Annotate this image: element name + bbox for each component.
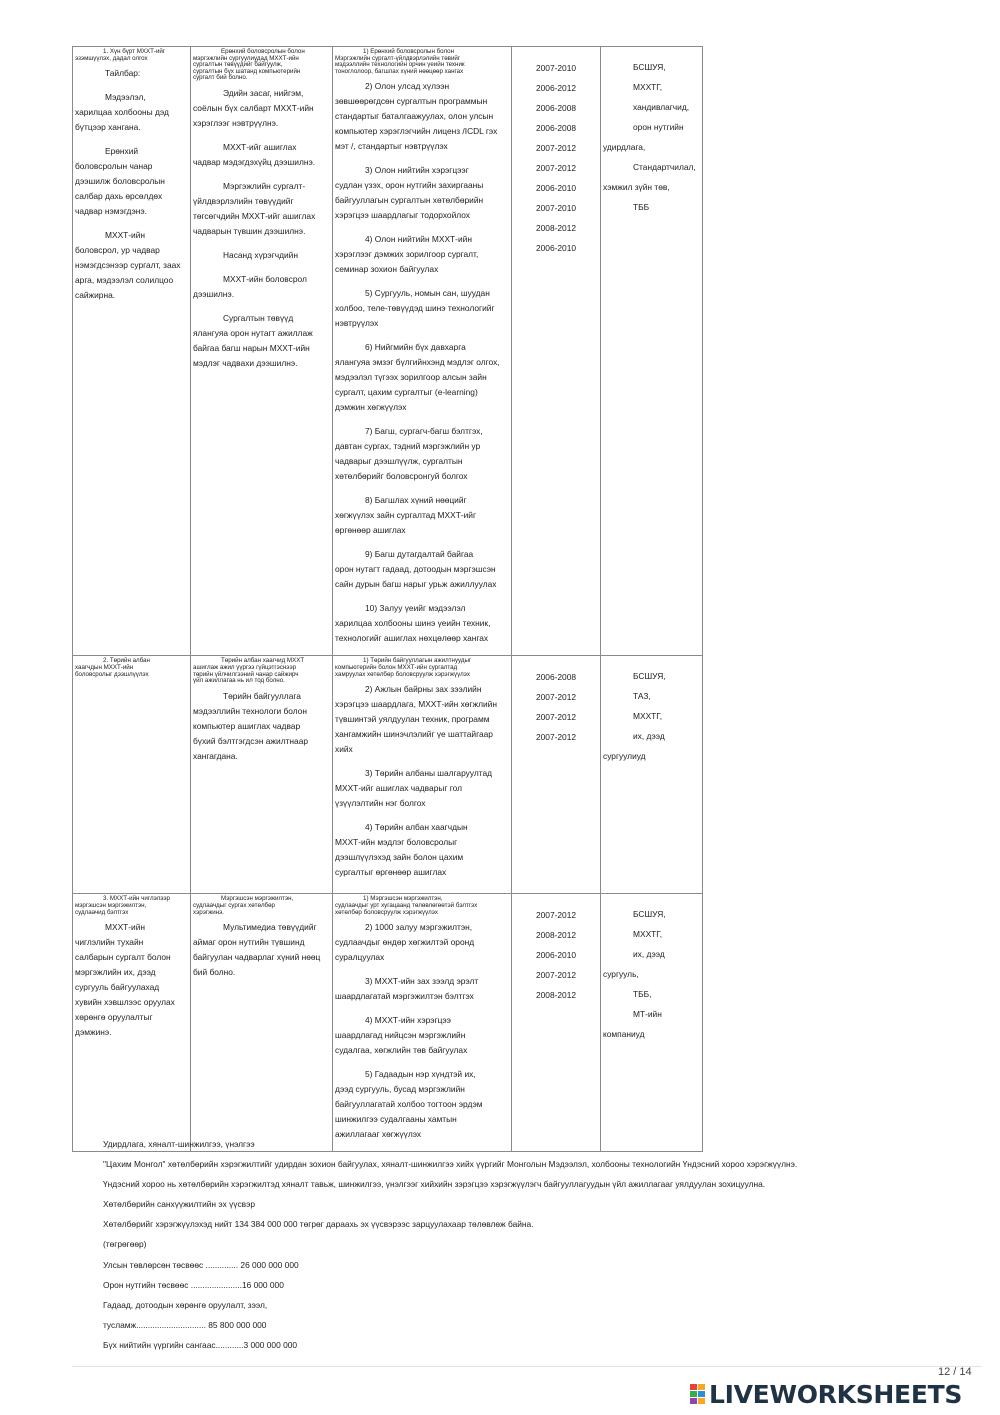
text-line: судлаачдыг сургах хөтөлбөр	[193, 901, 275, 909]
cell-heading	[335, 658, 509, 678]
text-line: чадвар нэмэгдэнэ.	[75, 206, 147, 217]
logo-square	[690, 1391, 697, 1397]
footer-line: Үндэсний хороо нь хөтөлбөрийн хэрэгжилтэд хяналт тавьж, шинжилгээ, үнэлгээг хийхийн зэрэгцээ хэрэгжүүлэгч байгууллагуудын үйл ажиллагааг уялдуулан зохицуулна.	[103, 1179, 766, 1190]
text-line: 1) Төрийн байгууллагын ажилтнуудыг	[363, 657, 472, 665]
action-plan-body	[73, 47, 703, 1152]
text-line: ажиллагааг хөгжүүлэх	[335, 1129, 422, 1140]
cell-heading	[75, 49, 188, 62]
text-line: семинар зохион байгуулах	[335, 264, 439, 275]
text-line: холбоо, теле-төвүүдэд шинэ технологийг	[335, 303, 495, 314]
text-line: боловсролыг дээшлүүлэх	[75, 670, 149, 678]
logo-square	[690, 1398, 697, 1404]
text-line: хэрэгцээ шаардлагыг тодорхойлох	[335, 210, 470, 221]
text-line: мэргэжлийн сургуулиудад МХХТ-ийн	[193, 54, 299, 62]
text-line: хувийн хэвшлээс оруулах	[75, 997, 175, 1008]
text-line: сургалтын төвүүдийг байгуулж,	[193, 61, 283, 69]
text-line: байгаа багш нарын МХХТ-ийн	[193, 342, 310, 353]
text-line: байгууллагын сургалтын хөтөлбөрийн	[335, 195, 484, 206]
footer-line: Гадаад, дотоодын хөрөнгө оруулалт, зээл,	[103, 1299, 268, 1310]
responsible-orgs-cell	[601, 656, 703, 894]
text-line: ялангуяа орон нутагт ажиллаж	[193, 327, 313, 338]
org-name: хэмжил зүйн төв,	[603, 182, 670, 192]
page-divider	[72, 1366, 982, 1367]
cell-paragraph	[335, 424, 509, 484]
cell-paragraph	[75, 920, 188, 1040]
text-line: сургалт, цахим сургалтыг (e-learning)	[335, 387, 478, 398]
cell-paragraph	[75, 66, 188, 81]
text-line: сургалтыг өргөнөөр ашиглах	[335, 867, 447, 878]
text-line: Сургалтын төвүүд	[223, 312, 294, 323]
text-line: 10) Залуу үеийг мэдээлэл	[365, 603, 466, 614]
text-line: хийх	[335, 744, 353, 755]
text-line: шинжилгээ судалгааны хамтын	[335, 1114, 457, 1125]
management-and-funding-text	[103, 1137, 903, 1358]
footer-line: Удирдлага, хяналт-шинжилгээ, үнэлгээ	[103, 1139, 255, 1149]
text-line: судалгаа, хөгжлийн төв байгуулах	[335, 1045, 468, 1056]
date-range: 2008-2012	[535, 223, 577, 233]
text-line: үйлдвэрлэлийн төвүүдийг	[193, 195, 294, 206]
date-range: 2008-2012	[535, 930, 577, 941]
action-plan-table	[72, 46, 703, 1152]
responsible-orgs-cell	[601, 894, 703, 1152]
dates-list	[514, 896, 598, 1003]
text-line: чадварын түвшин дээшилнэ.	[193, 225, 306, 236]
text-line: соёлын бүх салбарт МХХТ-ийн	[193, 102, 314, 113]
text-line: хэрэглээг нэвтрүүлнэ.	[193, 117, 279, 128]
text-line: Мэдээлэл,	[105, 92, 146, 103]
text-line: стандартыг баталгаажуулах, олон улсын	[335, 111, 494, 122]
org-name: ТББ,	[633, 989, 652, 1000]
liveworksheets-logo[interactable]	[690, 1380, 962, 1408]
text-line: үзүүлэлтийн нэг болгох	[335, 798, 426, 809]
text-line: бүтцээр хангана.	[75, 122, 141, 133]
cell-paragraph	[335, 601, 509, 646]
text-line: судлан үзэх, орон нутгийн захиргааны	[335, 180, 484, 191]
text-line: сайн дурын багш нарыг урьж ажиллуулах	[335, 579, 497, 590]
text-line: хэрэгжинэ.	[193, 908, 224, 916]
text-line: дээд сургууль, бусад мэргэжлийн	[335, 1084, 465, 1095]
cell-paragraph	[335, 79, 509, 154]
date-range: 2007-2010	[535, 203, 577, 213]
text-line: чадварыг дээшлүүлж, сургалтын	[335, 456, 463, 467]
text-line: чадвар мэдэгдэхүйц дээшилнэ.	[193, 156, 316, 167]
date-range: 2006-2012	[535, 83, 577, 93]
text-line: Насанд хүрэгчдийн	[223, 249, 298, 260]
date-range: 2006-2010	[535, 183, 577, 193]
footer-line: Хөтөлбөрийн санхүүжилтийн эх үүсвэр	[103, 1199, 256, 1210]
text-line: 3. МХХТ-ийн чиглэлээр	[103, 895, 170, 903]
text-line: 5) Сургууль, номын сан, шуудан	[365, 288, 490, 299]
org-name: МХХТГ,	[633, 711, 663, 722]
text-line: хаагчдын МХХТ-ийн	[75, 663, 134, 671]
org-name: орон нутгийн	[633, 122, 684, 132]
text-line: Мультимедиа төвүүдийг	[223, 922, 317, 933]
table-row	[73, 47, 703, 656]
text-line: 2) 1000 залуу мэргэжилтэн,	[365, 922, 473, 933]
text-line: аймаг орон нутгийн түвшинд	[193, 937, 305, 948]
text-line: эзэмшүүлэх, дадал олгох	[75, 54, 148, 62]
cell-paragraph	[193, 140, 330, 170]
cell-paragraph	[335, 547, 509, 592]
text-line: арга, мэдээлэл солилцоо	[75, 275, 174, 286]
text-line: сайжирна.	[75, 290, 116, 301]
text-line: 4) Олон нийтийн МХХТ-ийн	[365, 234, 472, 245]
cell-paragraph	[193, 272, 330, 302]
cell-paragraph	[75, 228, 188, 303]
text-line: Эдийн засаг, нийгэм,	[223, 87, 304, 98]
goal-cell	[73, 894, 191, 1152]
cell-paragraph	[335, 286, 509, 331]
cell-paragraph	[335, 1067, 509, 1142]
cell-heading	[75, 896, 188, 916]
text-line: судлаачдыг өндөр хөгжилтэй оронд	[335, 937, 475, 948]
text-line: нэвтрүүлэх	[335, 318, 379, 329]
text-line: 4) МХХТ-ийн хэрэгцээ	[365, 1015, 451, 1026]
liveworksheets-logo-icon	[690, 1384, 705, 1404]
cell-heading	[335, 49, 509, 75]
text-line: ялангуяа эмзэг бүлгийнхэнд мэдлэг олгох,	[335, 357, 500, 368]
org-name: сургуулиуд	[603, 751, 646, 762]
text-line: компьютерийн болон МХХТ-ийн сургалтад	[335, 663, 458, 671]
text-line: Мэргэжлийн сургалт-үйлдвэрлэлийн төвийг	[335, 54, 461, 62]
text-line: харилцаа холбооны шинэ үеийн техник,	[335, 618, 491, 629]
cell-paragraph	[335, 766, 509, 811]
text-line: дэмжин хөгжүүлэх	[335, 402, 407, 413]
date-range: 2007-2012	[535, 163, 577, 173]
text-line: хэрэгцээ шаардлага, МХХТ-ийн хөгжлийн	[335, 699, 497, 710]
text-line: байгуулан чадварлаг хүний нөөц	[193, 952, 321, 963]
org-name: БСШУЯ,	[633, 909, 666, 920]
cell-paragraph	[335, 1013, 509, 1058]
goal-cell	[73, 47, 191, 656]
text-line: хөгжүүлэх зайн сургалтад МХХТ-ийг	[335, 510, 477, 521]
text-line: өргөнөөр ашиглах	[335, 525, 406, 536]
cell-paragraph	[335, 340, 509, 415]
date-range: 2007-2012	[535, 970, 577, 981]
text-line: МХХТ-ийн мэдлэг боловсролыг	[335, 837, 458, 848]
org-name: сургууль,	[603, 969, 639, 980]
org-name: МХХТГ,	[633, 929, 663, 940]
cell-paragraph	[193, 248, 330, 263]
text-line: бий болно.	[193, 967, 236, 978]
expected-result-cell	[191, 656, 333, 894]
text-line: сургалт бий болно.	[193, 74, 248, 82]
cell-paragraph	[335, 682, 509, 757]
page-number: 12 / 14	[938, 1366, 972, 1378]
footer-line: Хөтөлбөрийг хэрэгжүүлэхэд нийт 134 384 000 000 төгрөг дараахь эх үүсвэрээс зарцуулахаар төлөвлөж байна.	[103, 1219, 534, 1230]
text-line: судлаачид бэлтгэх	[75, 908, 129, 916]
text-line: Мэргэшсэн мэргэжилтэн,	[221, 895, 294, 903]
date-range: 2007-2010	[535, 63, 577, 73]
text-line: зөвшөөрөгдсөн сургалтын программын	[335, 96, 488, 107]
org-name: их, дээд	[633, 731, 665, 742]
cell-paragraph	[193, 689, 330, 764]
text-line: Төрийн байгууллага	[223, 690, 301, 701]
text-line: сургалтын бүх шатанд компьютерийн	[193, 67, 301, 75]
text-line: 7) Багш, сургагч-багш бэлтгэх,	[365, 426, 483, 437]
text-line: шаардлагатай мэргэжилтэн бэлтгэх	[335, 991, 474, 1002]
cell-paragraph	[335, 493, 509, 538]
text-line: дээшилнэ.	[193, 288, 235, 299]
text-line: 1) Мэргэшсэн мэргэжилтэн,	[363, 895, 443, 903]
org-name: МТ-ийн	[633, 1009, 662, 1020]
date-range: 2006-2010	[535, 950, 577, 961]
footer-line: тусламж.............................. 85 800 000 000	[103, 1319, 267, 1330]
cell-paragraph	[193, 179, 330, 239]
text-line: тоноглолоор, багшлах хүний нөөцөөр хангах	[335, 67, 464, 75]
logo-square	[690, 1384, 697, 1390]
text-line: Ерөнхий боловсролын болон	[221, 48, 305, 55]
text-line: 1) Ерөнхий боловсролын болон	[363, 48, 454, 55]
dates-cell	[512, 656, 601, 894]
cell-paragraph	[75, 90, 188, 135]
org-name: БСШУЯ,	[633, 62, 666, 72]
footer-line: Улсын төвлөрсөн төсвөөс .............. 26 000 000 000	[103, 1259, 299, 1270]
text-line: салбарын сургалт болон	[75, 952, 171, 963]
text-line: байгууллагатай холбоо тогтоон эрдэм	[335, 1099, 483, 1110]
text-line: МХХТ-ийн боловсрол	[223, 273, 307, 284]
text-line: 4) Төрийн албан хаагчдын	[365, 822, 468, 833]
text-line: мэргэшсэн мэргэжилтэн,	[75, 901, 147, 909]
org-name: их, дээд	[633, 949, 665, 960]
date-range: 2006-2010	[535, 243, 577, 253]
cell-paragraph	[335, 820, 509, 880]
text-line: хэрэглээг дэмжих зорилгоор сургалт,	[335, 249, 479, 260]
date-range: 2007-2012	[535, 712, 577, 723]
dates-cell	[512, 47, 601, 656]
text-line: Тайлбар:	[105, 68, 141, 79]
org-name: ТАЗ,	[633, 691, 651, 702]
text-line: боловсрол, ур чадвар	[75, 245, 160, 256]
goal-cell	[73, 656, 191, 894]
text-line: 6) Нийгмийн бүх давхарга	[365, 342, 466, 353]
text-line: хангамжийн шинэчлэлийг үе шаттайгаар	[335, 729, 493, 740]
org-name: компаниуд	[603, 1029, 645, 1040]
text-line: дэмжинэ.	[75, 1027, 112, 1038]
date-range: 2006-2008	[535, 672, 577, 683]
text-line: МХХТ-ийн	[105, 230, 146, 241]
table-row	[73, 656, 703, 894]
text-line: МХХТ-ийн	[105, 922, 146, 933]
cell-paragraph	[335, 232, 509, 277]
date-range: 2007-2012	[535, 692, 577, 703]
orgs-list	[603, 896, 700, 1042]
text-line: шаардлагад нийцсэн мэргэжлийн	[335, 1030, 466, 1041]
dates-list	[514, 49, 598, 256]
text-line: хамруулах хөтөлбөр боловсруулж хэрэгжүүлэх	[335, 670, 470, 678]
text-line: 9) Багш дутагдалтай байгаа	[365, 549, 474, 560]
text-line: орон нутагт гадаад, дотоодын мэргэшсэн	[335, 564, 496, 575]
footer-line: Орон нутгийн төсвөөс ......................16 000 000	[103, 1279, 284, 1290]
text-line: МХХТ-ийг ашиглах чадварыг гол	[335, 783, 462, 794]
logo-square	[698, 1398, 705, 1404]
text-line: нэмэгдсэнээр сургалт, заах	[75, 260, 181, 271]
text-line: мэдээллийн технологи болон	[193, 705, 308, 716]
text-line: мэт /, стандартыг нэвтрүүлэх	[335, 141, 448, 152]
text-line: Төрийн албан хаагчид МХХТ	[221, 657, 305, 665]
text-line: хөрөнгө оруулалтыг	[75, 1012, 153, 1023]
text-line: хөтөлбөр боловсруулж хэрэгжүүлэх	[335, 908, 438, 916]
text-line: 5) Гадаадын нэр хүндтэй их,	[365, 1069, 476, 1080]
text-line: 2) Ажлын байрны зах зээлийн	[365, 684, 482, 695]
text-line: 8) Багшлах хүний нөөцийг	[365, 495, 467, 506]
org-name: МХХТГ,	[633, 82, 663, 92]
text-line: давтан сургах, тэдний мэргэжлийн ур	[335, 441, 481, 452]
text-line: мэдээллийн технологийн орчин үеийн техник	[335, 61, 465, 69]
cell-heading	[335, 896, 509, 916]
cell-heading	[193, 896, 330, 916]
text-line: судлаачдыг урт хугацаанд төлөвлөгөөтэй бэлтгэх	[335, 901, 478, 909]
text-line: мэдээлэл түгээх зорилгоор алсын зайн	[335, 372, 487, 383]
text-line: төрийн үйлчилгээний чанар сайжирч	[193, 670, 299, 678]
text-line: түвшинтэй уялдуулан техник, программ	[335, 714, 490, 725]
cell-heading	[193, 49, 330, 82]
text-line: мэдлэг чадвахи дээшилнэ.	[193, 357, 298, 368]
actions-cell	[333, 894, 512, 1152]
cell-paragraph	[335, 163, 509, 223]
dates-list	[514, 658, 598, 745]
text-line: мэргэжлийн их, дээд	[75, 967, 156, 978]
org-name: ТББ	[633, 202, 650, 212]
footer-line: Бүх нийтийн үүргийн сангаас............3 000 000 000	[103, 1339, 298, 1350]
cell-paragraph	[75, 144, 188, 219]
footer-line: "Цахим Монгол" хөтөлбөрийн хэрэгжилтийг удирдан зохион байгуулах, хяналт-шинжилгээ хийх үүргийг Монголын Мэдээлэл, холбооны технологийн Үндэсний хороо хэрэгжүүлнэ.	[103, 1159, 798, 1170]
cell-paragraph	[193, 920, 330, 980]
date-range: 2007-2012	[535, 910, 577, 921]
responsible-orgs-cell	[601, 47, 703, 656]
footer-line: (төгрөгөөр)	[103, 1239, 147, 1250]
text-line: бүхий бэлтгэгдсэн ажилтнаар	[193, 735, 309, 746]
expected-result-cell	[191, 47, 333, 656]
date-range: 2006-2008	[535, 123, 577, 133]
text-line: чиглэлийн тухайн	[75, 937, 144, 948]
orgs-list	[603, 49, 700, 215]
text-line: МХХТ-ийг ашиглах	[223, 141, 297, 152]
org-name: хандивлагчид,	[633, 102, 690, 112]
date-range: 2007-2012	[535, 143, 577, 153]
logo-square	[698, 1391, 705, 1397]
text-line: төгсөгчдийн МХХТ-ийг ашиглах	[193, 210, 316, 221]
text-line: хөтөлбөрийг боловсронгуй болгох	[335, 471, 468, 482]
cell-paragraph	[335, 920, 509, 965]
text-line: 3) Олон нийтийн хэрэгцээг	[365, 165, 469, 176]
text-line: сургууль байгуулахад	[75, 982, 160, 993]
text-line: 1. Хүн бүрт МХХТ-ийг	[103, 48, 166, 55]
text-line: үйл ажиллагаа нь ил тод болно.	[193, 677, 285, 685]
text-line: компьютер хэрэглэгчийн лиценз /ICDL гэх	[335, 126, 498, 137]
text-line: Ерөнхий	[105, 146, 139, 157]
date-range: 2006-2008	[535, 103, 577, 113]
text-line: 3) МХХТ-ийн зах зээлд эрэлт	[365, 976, 479, 987]
text-line: Мэргэжлийн сургалт-	[223, 180, 306, 191]
text-line: компьютер ашиглах чадвар	[193, 720, 301, 731]
table-row	[73, 894, 703, 1152]
text-line: салбар дахь өрсөлдөх	[75, 191, 163, 202]
expected-result-cell	[191, 894, 333, 1152]
liveworksheets-logo-text: LIVEWORKSHEETS	[709, 1379, 963, 1409]
text-line: 2) Олон улсад хүлээн	[365, 81, 450, 92]
text-line: дээшлүүлэхэд зайн болон цахим	[335, 852, 464, 863]
dates-cell	[512, 894, 601, 1152]
cell-heading	[75, 658, 188, 678]
actions-cell	[333, 47, 512, 656]
cell-paragraph	[193, 311, 330, 371]
org-name: удирдлага,	[603, 142, 646, 152]
orgs-list	[603, 658, 700, 764]
text-line: харилцаа холбооны дэд	[75, 107, 169, 118]
cell-heading	[193, 658, 330, 684]
org-name: БСШУЯ,	[633, 671, 666, 682]
cell-paragraph	[193, 86, 330, 131]
actions-cell	[333, 656, 512, 894]
org-name: Стандартчилал,	[633, 162, 696, 172]
text-line: 3) Төрийн албаны шалгаруултад	[365, 768, 493, 779]
text-line: 2. Төрийн албан	[103, 657, 150, 665]
text-line: технологийг ашиглах нөхцөлөөр хангах	[335, 633, 489, 644]
text-line: суралцуулах	[335, 952, 385, 963]
date-range: 2007-2012	[535, 732, 577, 743]
text-line: хангагдана.	[193, 750, 238, 761]
text-line: дээшилж боловсролын	[75, 176, 165, 187]
logo-square	[698, 1384, 705, 1390]
text-line: боловсролын чанар	[75, 161, 153, 172]
date-range: 2008-2012	[535, 990, 577, 1001]
cell-paragraph	[335, 974, 509, 1004]
text-line: ашиглаж ажил үүргээ гүйцэтгэснээр	[193, 663, 297, 671]
